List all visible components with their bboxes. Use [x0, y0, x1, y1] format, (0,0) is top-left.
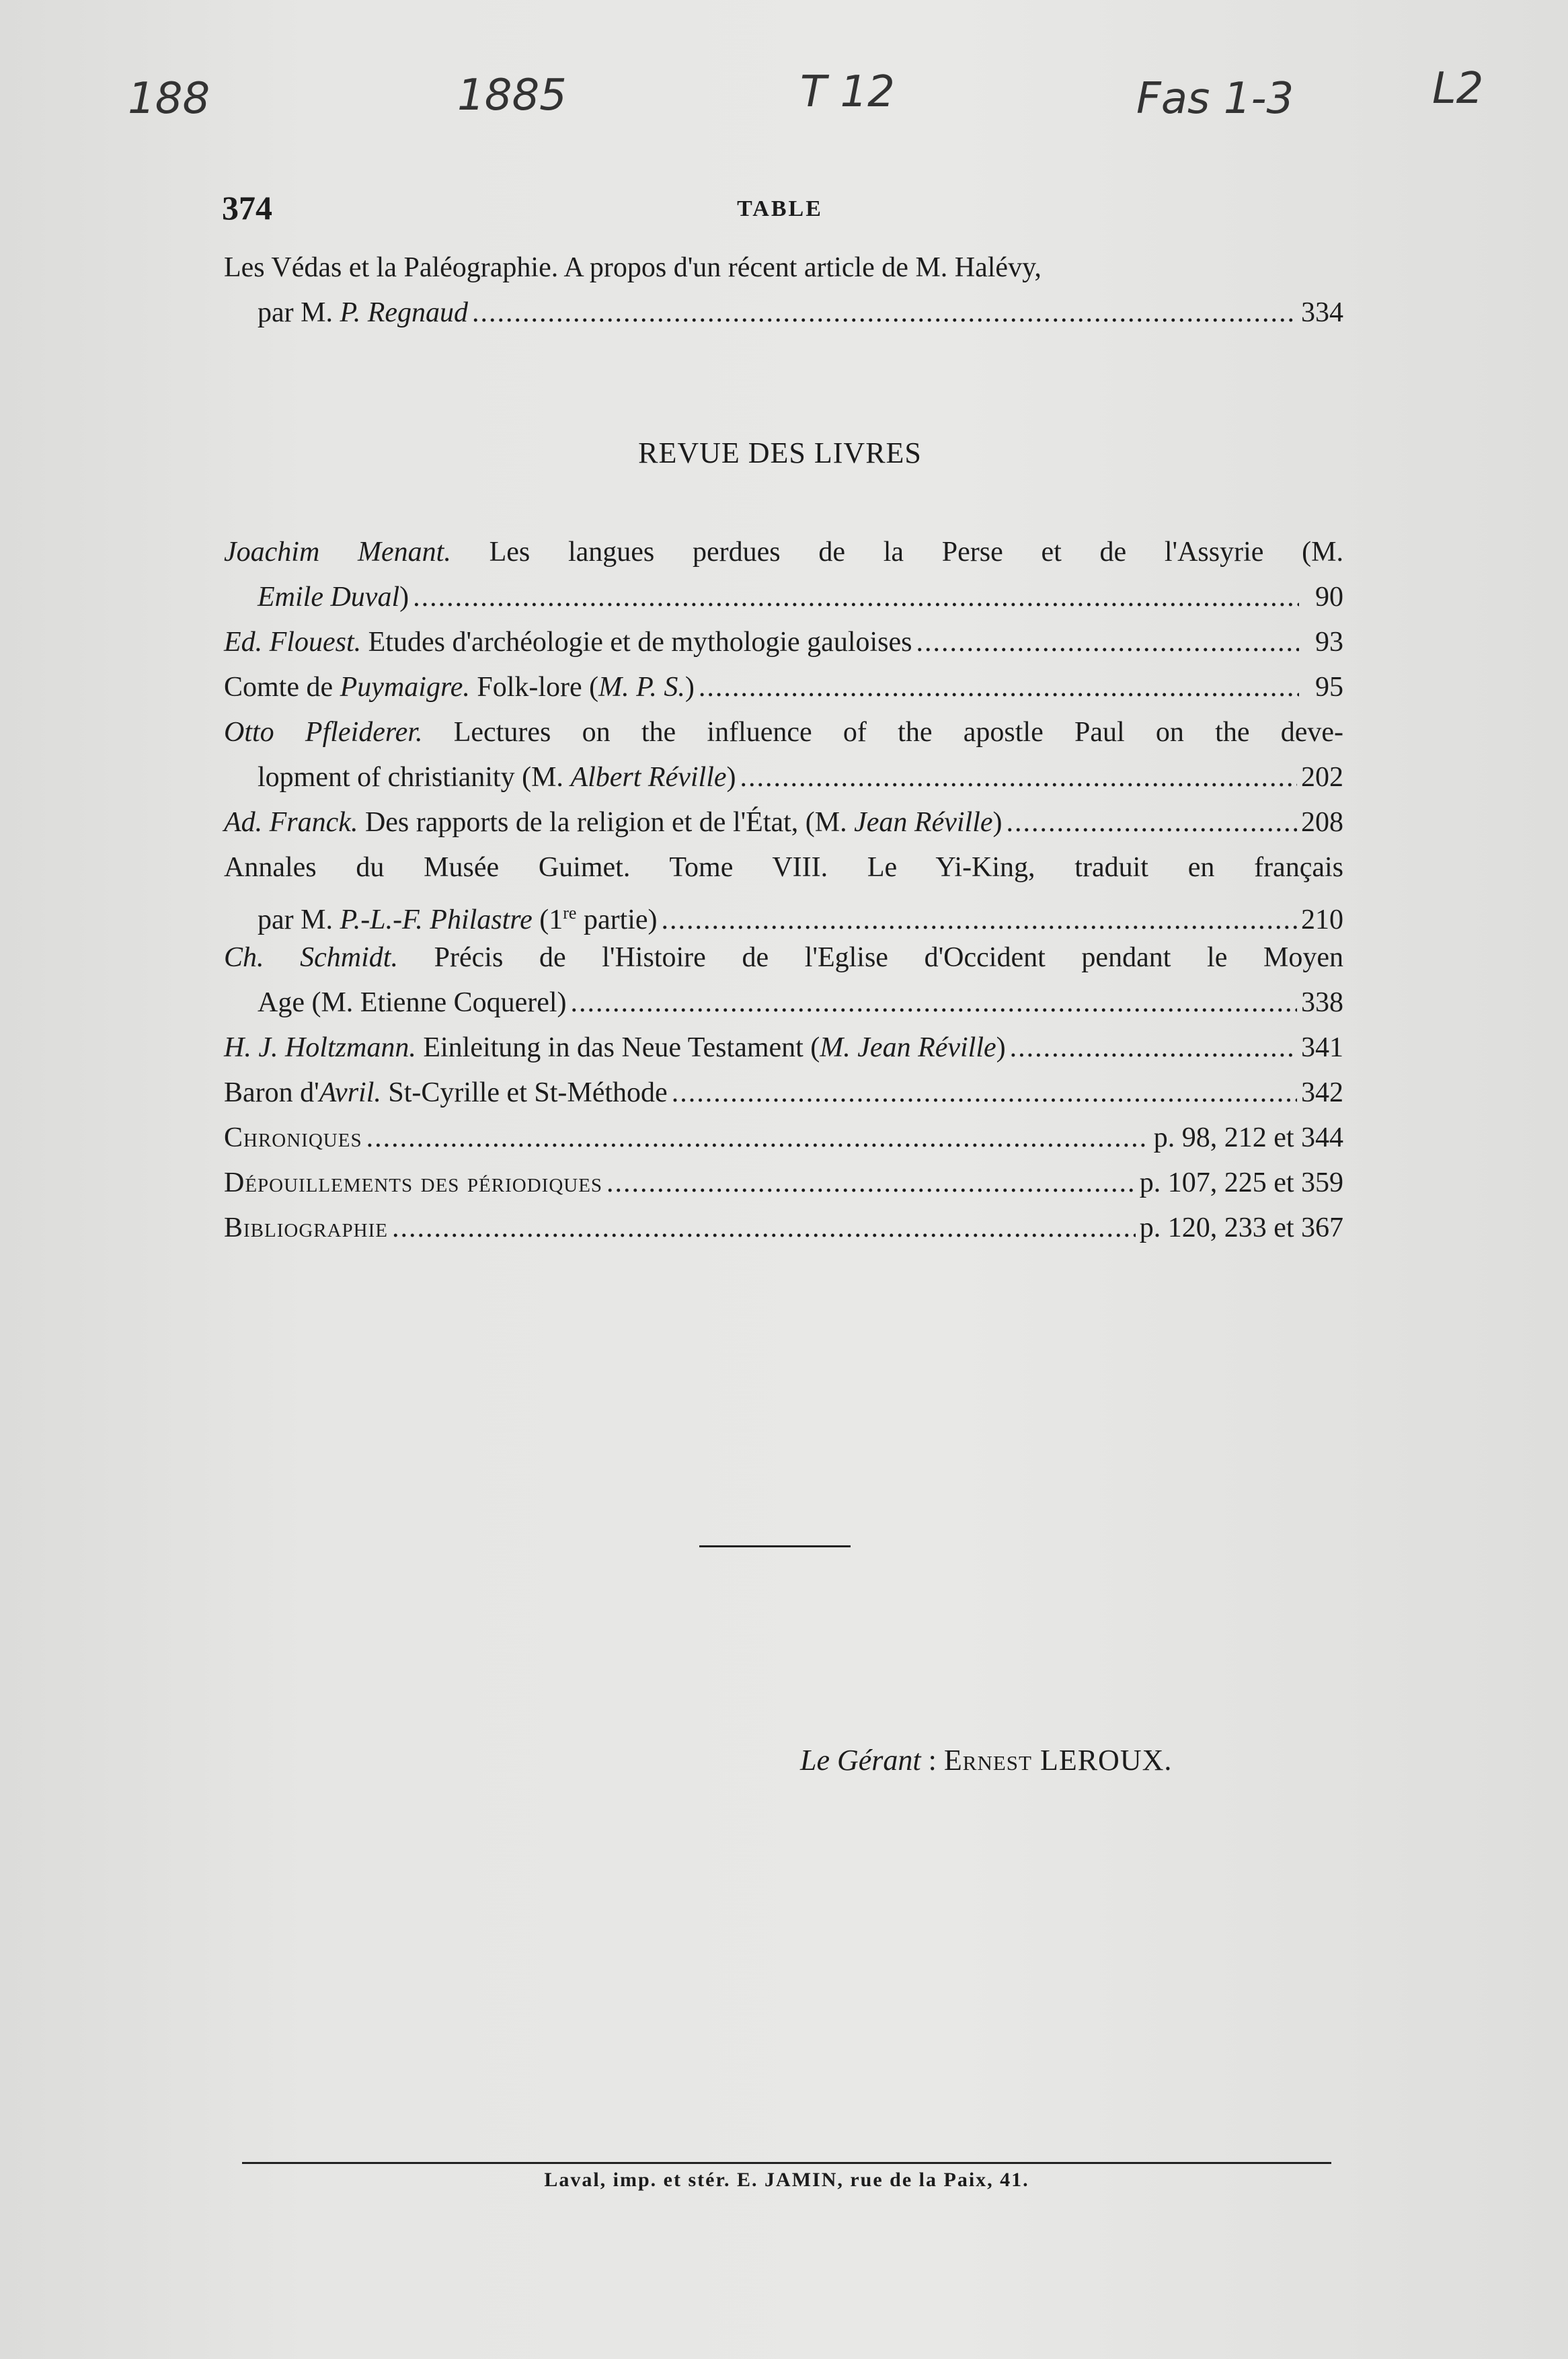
page-ref: 90: [1315, 582, 1343, 613]
review-line: par M. P.-L.-F. Philastre (1re partie) ..... 210: [224, 890, 1343, 935]
entry-line: par M. P. Regnaud ..... 334: [224, 291, 1343, 336]
dot-leader: [916, 620, 1300, 665]
page-ref: 334: [1301, 297, 1343, 328]
signature-name: Ernest LEROUX.: [943, 1744, 1173, 1777]
page-ref: 341: [1301, 1032, 1343, 1063]
depouillements-line: [224, 1161, 1343, 1206]
author: Otto Pfleiderer.: [224, 717, 423, 748]
author: Ed. Flouest.: [224, 627, 362, 658]
rubric-label: Dépouillements des périodiques: [224, 1167, 603, 1198]
dot-leader: [1010, 1026, 1297, 1071]
author: H. J. Holtzmann.: [224, 1032, 416, 1063]
reviewer: M. Jean Réville: [820, 1032, 996, 1063]
separator-rule: [699, 1545, 851, 1547]
review-line: Ed. Flouest. Etudes d'archéologie et de mythologie gauloises ..... 93: [224, 620, 1343, 665]
dot-leader: [366, 1116, 1150, 1161]
handwritten-note: Fas 1-3: [1136, 74, 1294, 124]
footer-rule: [242, 2162, 1331, 2164]
review-line: Baron d'Avril. St-Cyrille et St-Méthode ..... 342: [224, 1071, 1343, 1116]
imprint: Laval, imp. et stér. E. JAMIN, rue de la Paix, 41.: [544, 2169, 1029, 2191]
review-line: Otto Pfleiderer. Lectures on the influence of the apostle Paul on the deve-: [224, 717, 1343, 748]
page-ref: 95: [1315, 672, 1343, 703]
author: Avril.: [319, 1077, 381, 1108]
review-line: Emile Duval) ..... 90: [224, 575, 1343, 620]
bibliographie-line: [224, 1206, 1343, 1251]
dot-leader: [699, 665, 1299, 710]
author: P. Regnaud: [340, 297, 469, 328]
handwritten-note: L2: [1432, 64, 1484, 114]
dot-leader: [606, 1161, 1136, 1206]
running-title: TABLE: [737, 196, 823, 221]
running-head: [222, 188, 1338, 235]
review-line: Comte de Puymaigre. Folk-lore (M. P. S.) ..... 95: [224, 665, 1343, 710]
page-ref: 210: [1301, 904, 1343, 935]
review-line: Annales du Musée Guimet. Tome VIII. Le Yi-King, traduit en français: [224, 852, 1343, 883]
page-ref: p. 107, 225 et 359: [1139, 1167, 1343, 1198]
review-line: H. J. Holtzmann. Einleitung in das Neue Testament (M. Jean Réville) ..... 341: [224, 1026, 1343, 1071]
reviewer: Emile Duval: [258, 582, 400, 613]
page-ref: 338: [1301, 987, 1343, 1018]
rubric-label: Bibliographie: [224, 1212, 388, 1243]
page-number: 374: [222, 189, 272, 227]
dot-leader: [1007, 800, 1297, 845]
page-ref: 208: [1301, 807, 1343, 838]
dot-leader: [672, 1071, 1297, 1116]
author: Ch. Schmidt.: [224, 942, 398, 973]
page-ref: 342: [1301, 1077, 1343, 1108]
dot-leader: [413, 575, 1299, 620]
page-ref: p. 98, 212 et 344: [1153, 1122, 1343, 1153]
signature: Le Gérant : Ernest LEROUX.: [800, 1744, 1173, 1777]
signature-role: Le Gérant: [800, 1744, 921, 1777]
dot-leader: [392, 1206, 1136, 1251]
review-line: Joachim Menant. Les langues perdues de la Perse et de l'Assyrie (M.: [224, 537, 1343, 568]
section-title: REVUE DES LIVRES: [638, 436, 922, 469]
chroniques-line: [224, 1116, 1343, 1161]
handwritten-note: 1885: [457, 71, 567, 120]
author: P.-L.-F. Philastre: [340, 904, 533, 935]
dot-leader: [740, 755, 1297, 800]
review-line: Age (M. Etienne Coquerel) ..... 338: [224, 980, 1343, 1026]
handwritten-note: 188: [128, 74, 210, 124]
author: Puymaigre.: [340, 672, 470, 703]
review-line: Ch. Schmidt. Précis de l'Histoire de l'Eglise d'Occident pendant le Moyen: [224, 942, 1343, 973]
entry-line: Les Védas et la Paléographie. A propos d'un récent article de M. Halévy,: [224, 252, 1042, 283]
rubric-label: Chroniques: [224, 1122, 362, 1153]
dot-leader: [571, 980, 1297, 1026]
handwritten-note: T 12: [800, 67, 895, 117]
author: Joachim Menant.: [224, 537, 451, 568]
page-ref: p. 120, 233 et 367: [1139, 1212, 1343, 1243]
review-line: Ad. Franck. Des rapports de la religion et de l'État, (M. Jean Réville) ..... 208: [224, 800, 1343, 845]
superscript: re: [563, 903, 577, 923]
reviewer: Albert Réville: [570, 762, 727, 793]
reviewer: Jean Réville: [854, 807, 993, 838]
review-line: lopment of christianity (M. Albert Réville) ..... 202: [224, 755, 1343, 800]
dot-leader: [472, 291, 1297, 336]
review-list: [224, 530, 1343, 1251]
page-ref: 93: [1315, 627, 1343, 658]
author: Ad. Franck.: [224, 807, 358, 838]
page-ref: 202: [1301, 762, 1343, 793]
reviewer: M. P. S.: [598, 672, 685, 703]
intro-entry: [224, 245, 1343, 336]
